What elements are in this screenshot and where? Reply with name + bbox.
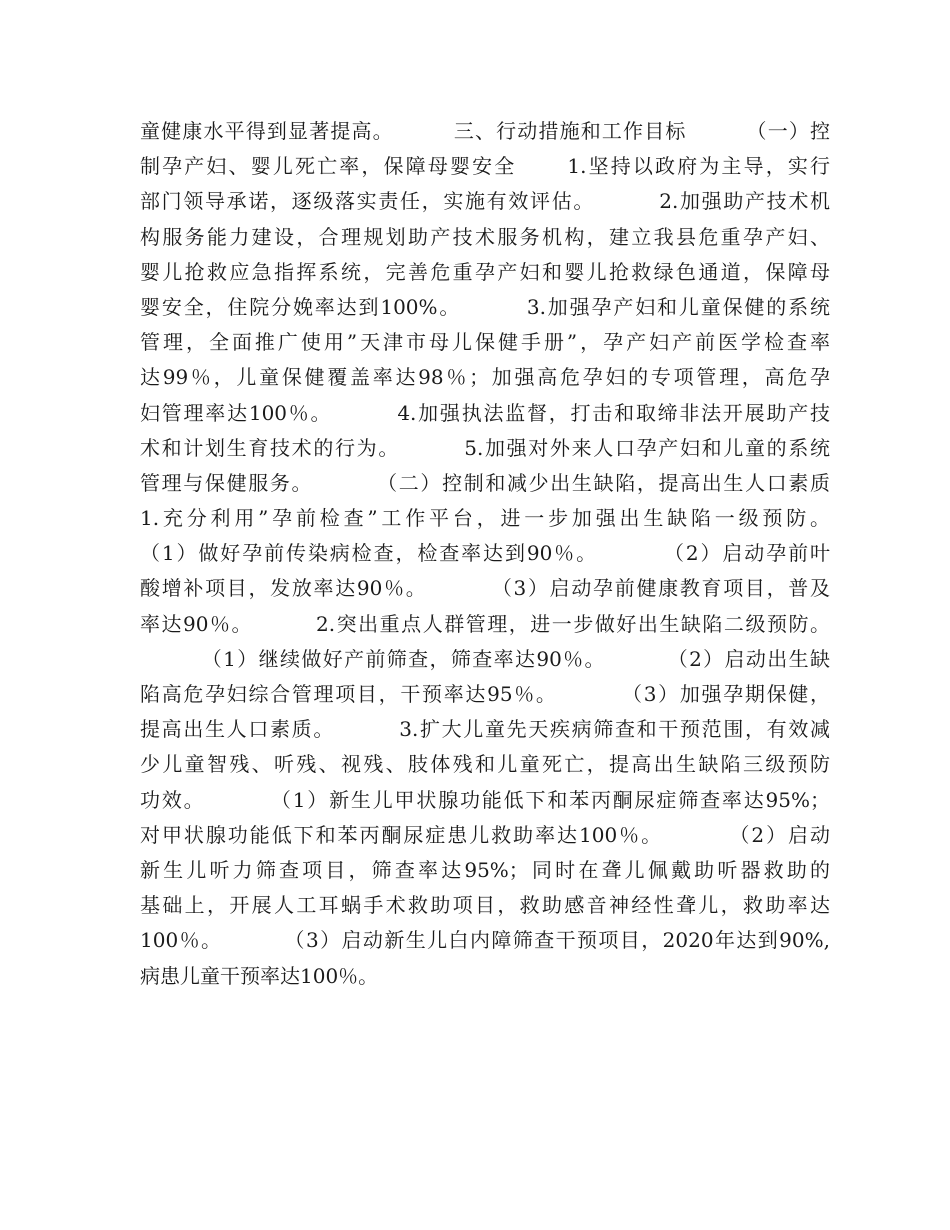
text-line: 婴安全，住院分娩率达到100%。 3.加强孕产妇和儿童保健的系统 (140, 294, 830, 319)
text-line: 陷高危孕妇综合管理项目，干预率达95％。 （3）加强孕期保健， (140, 682, 830, 706)
text-line: 术和计划生育技术的行为。 5.加强对外来人口孕产妇和儿童的系统 (140, 435, 830, 460)
text-line: 构服务能力建设，合理规划助产技术服务机构，建立我县危重孕产妇、 (140, 224, 830, 249)
text-line: 童健康水平得到显著提高。 三、行动措施和工作目标 （一）控 (140, 119, 830, 143)
text-line: 提高出生人口素质。 3.扩大儿童先天疾病筛查和干预范围，有效减 (140, 717, 830, 742)
text-line: 基础上，开展人工耳蜗手术救助项目，救助感音神经性聋儿，救助率达 (140, 893, 830, 918)
text-line: 妇管理率达100％。 4.加强执法监督，打击和取缔非法开展助产技 (140, 400, 830, 425)
text-line: 制孕产妇、婴儿死亡率，保障母婴安全 1.坚持以政府为主导，实行 (140, 154, 830, 179)
text-line: 酸增补项目，发放率达90％。 （3）启动孕前健康教育项目，普及 (140, 576, 830, 601)
text-line: 功效。 （1）新生儿甲状腺功能低下和苯丙酮尿症筛查率达95%； (140, 787, 830, 812)
text-line: 少儿童智残、听残、视残、肢体残和儿童死亡，提高出生缺陷三级预防 (140, 752, 830, 777)
document-body (140, 114, 830, 994)
text-line: 婴儿抢救应急指挥系统，完善危重孕产妇和婴儿抢救绿色通道，保障母 (140, 259, 830, 284)
text-line: 管理，全面推广使用”天津市母儿保健手册”，孕产妇产前医学检查率 (140, 330, 830, 355)
text-line: 1.充分利用”孕前检查”工作平台，进一步加强出生缺陷一级预防。 (140, 506, 830, 531)
text-line: 率达90％。 2.突出重点人群管理，进一步做好出生缺陷二级预防。 (140, 611, 830, 636)
text-line: 对甲状腺功能低下和苯丙酮尿症患儿救助率达100％。 （2）启动 (140, 822, 830, 847)
text-line: 100％。 （3）启动新生儿白内障筛查干预项目，2020年达到90%, (140, 928, 830, 953)
text-line: 部门领导承诺，逐级落实责任，实施有效评估。 2.加强助产技术机 (140, 189, 830, 214)
text-line: 新生儿听力筛查项目，筛查率达95%；同时在聋儿佩戴助听器救助的 (140, 857, 830, 882)
text-line: 管理与保健服务。 （二）控制和减少出生缺陷，提高出生人口素质 (140, 470, 830, 495)
text-line: 达99％，儿童保健覆盖率达98％；加强高危孕妇的专项管理，高危孕 (140, 365, 830, 390)
text-line: （1）做好孕前传染病检查，检查率达到90％。 （2）启动孕前叶 (140, 541, 830, 566)
text-line: 病患儿童干预率达100％。 (140, 963, 379, 988)
text-line: （1）继续做好产前筛查，筛查率达90％。 （2）启动出生缺 (140, 646, 830, 671)
